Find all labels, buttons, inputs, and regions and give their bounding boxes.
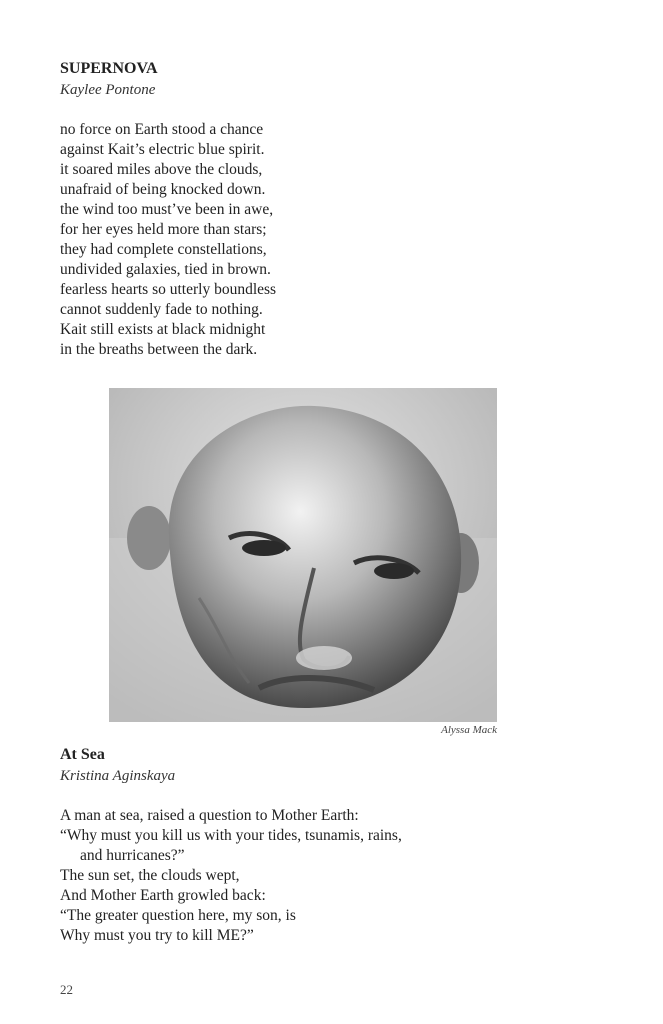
poem-line: Why must you try to kill ME?” <box>60 927 254 944</box>
poem-line: cannot suddenly fade to nothing. <box>60 301 263 318</box>
poem-line: no force on Earth stood a chance <box>60 121 264 138</box>
sculpted-head-image <box>109 388 497 722</box>
poem-line: Kait still exists at black midnight <box>60 321 266 338</box>
poem-line: undivided galaxies, tied in brown. <box>60 261 271 278</box>
poem-line: in the breaths between the dark. <box>60 341 258 358</box>
poem-line: A man at sea, raised a question to Mother Earth: <box>60 807 359 824</box>
poem-line: unafraid of being knocked down. <box>60 181 266 198</box>
poem-author: Kristina Aginskaya <box>60 768 176 784</box>
poem-title: SUPERNOVA <box>60 60 158 77</box>
poem-line: and hurricanes?” <box>80 847 185 864</box>
poem-body <box>60 120 276 360</box>
poem-line: And Mother Earth growled back: <box>60 887 266 904</box>
poem-line: for her eyes held more than stars; <box>60 221 267 238</box>
page-number: 22 <box>60 982 73 997</box>
poem-line: they had complete constellations, <box>60 241 267 258</box>
sculpture-photo <box>109 388 497 722</box>
poem-line: it soared miles above the clouds, <box>60 161 263 178</box>
poem-title: At Sea <box>60 746 105 763</box>
poem-line: against Kait’s electric blue spirit. <box>60 141 265 158</box>
poem-line: The sun set, the clouds wept, <box>60 867 240 884</box>
poem-line: the wind too must’ve been in awe, <box>60 201 274 218</box>
poem-line: fearless hearts so utterly boundless <box>60 281 277 298</box>
poem-line: “Why must you kill us with your tides, tsunamis, rains, <box>60 827 402 844</box>
poem-author: Kaylee Pontone <box>60 82 156 98</box>
poem-line: “The greater question here, my son, is <box>60 907 296 924</box>
poem-body <box>60 806 402 946</box>
photo-caption: Alyssa Mack <box>441 724 497 736</box>
